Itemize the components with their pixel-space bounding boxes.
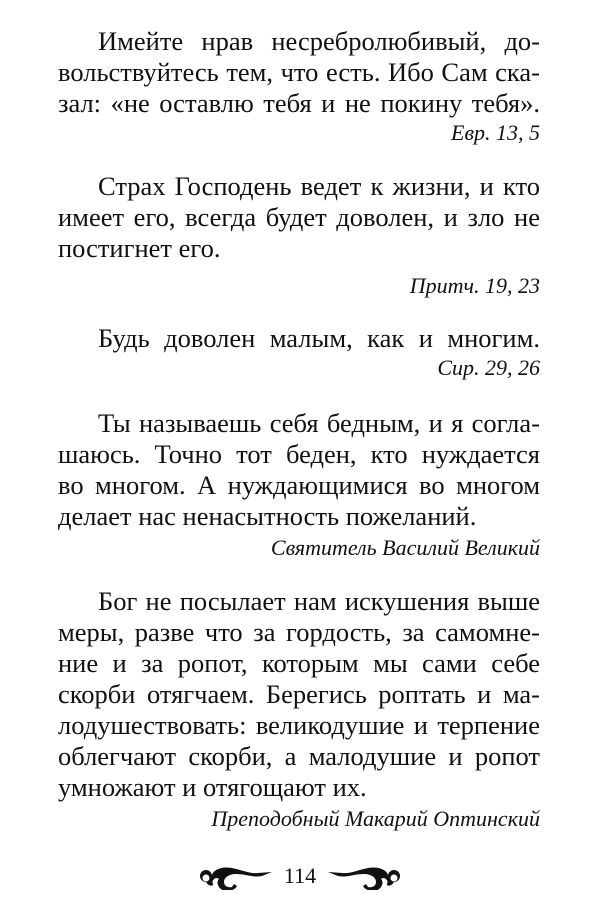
quote-block: [58, 323, 540, 382]
quote-text: [58, 323, 540, 354]
quote-line: ние и за ропот, которым мы сами себе: [58, 648, 540, 678]
quote-line: имеет его, всегда будет доволен, и зло не: [58, 202, 540, 232]
quote-line: скорби отягчаем. Берегись роптать и ма-: [58, 679, 540, 709]
quote-text: [58, 408, 540, 532]
quote-line: постигнет его.: [58, 233, 221, 263]
quote-line: Страх Господень ведет к жизни, и кто: [98, 171, 540, 201]
quote-line: вольствуйтесь тем, что есть. Ибо Сам ска-: [58, 57, 540, 87]
scroll-ornament-right-icon: [324, 862, 404, 890]
quote-line: умножают и отягощают их.: [58, 772, 367, 802]
page-number: 114: [283, 863, 317, 888]
scroll-ornament-left-icon: [196, 862, 276, 890]
quote-block: [58, 26, 540, 147]
quote-line: Имейте нрав несребролюбивый, до-: [98, 26, 540, 56]
quote-block: [58, 171, 540, 300]
quote-line: меры, разве что за гордость, за самомне-: [58, 617, 540, 647]
quote-line: Бог не посылает нам искушения выше: [98, 586, 540, 616]
quote-line: облегчают скорби, а малодушие и ропот: [58, 741, 540, 771]
quote-line: делает нас ненасытность пожеланий.: [58, 501, 477, 531]
quote-block: [58, 586, 540, 833]
quote-reference: Притч. 19, 23: [409, 273, 540, 298]
quote-line: шаюсь. Точно тот беден, кто нуждается: [58, 439, 540, 469]
quote-line: во многом. А нуждающимися во многом: [58, 470, 540, 500]
quote-reference: Сир. 29, 26: [437, 355, 540, 380]
quote-line: лодушествовать: великодушие и терпение: [58, 710, 540, 740]
quote-reference: Святитель Василий Великий: [270, 535, 540, 560]
quote-text: [58, 586, 540, 803]
quote-line: Будь доволен малым, как и многим.: [98, 323, 540, 353]
quote-block: [58, 408, 540, 562]
quote-text: [58, 26, 540, 119]
quote-line: Ты называешь себя бедным, и я согла-: [98, 408, 540, 438]
quote-reference: Преподобный Макарий Оптинский: [211, 806, 540, 831]
page-footer: [0, 858, 600, 894]
quote-reference: Евр. 13, 5: [451, 120, 540, 145]
quote-line: зал: «не оставлю тебя и не покину тебя».: [58, 88, 540, 118]
quote-text: [58, 171, 540, 264]
